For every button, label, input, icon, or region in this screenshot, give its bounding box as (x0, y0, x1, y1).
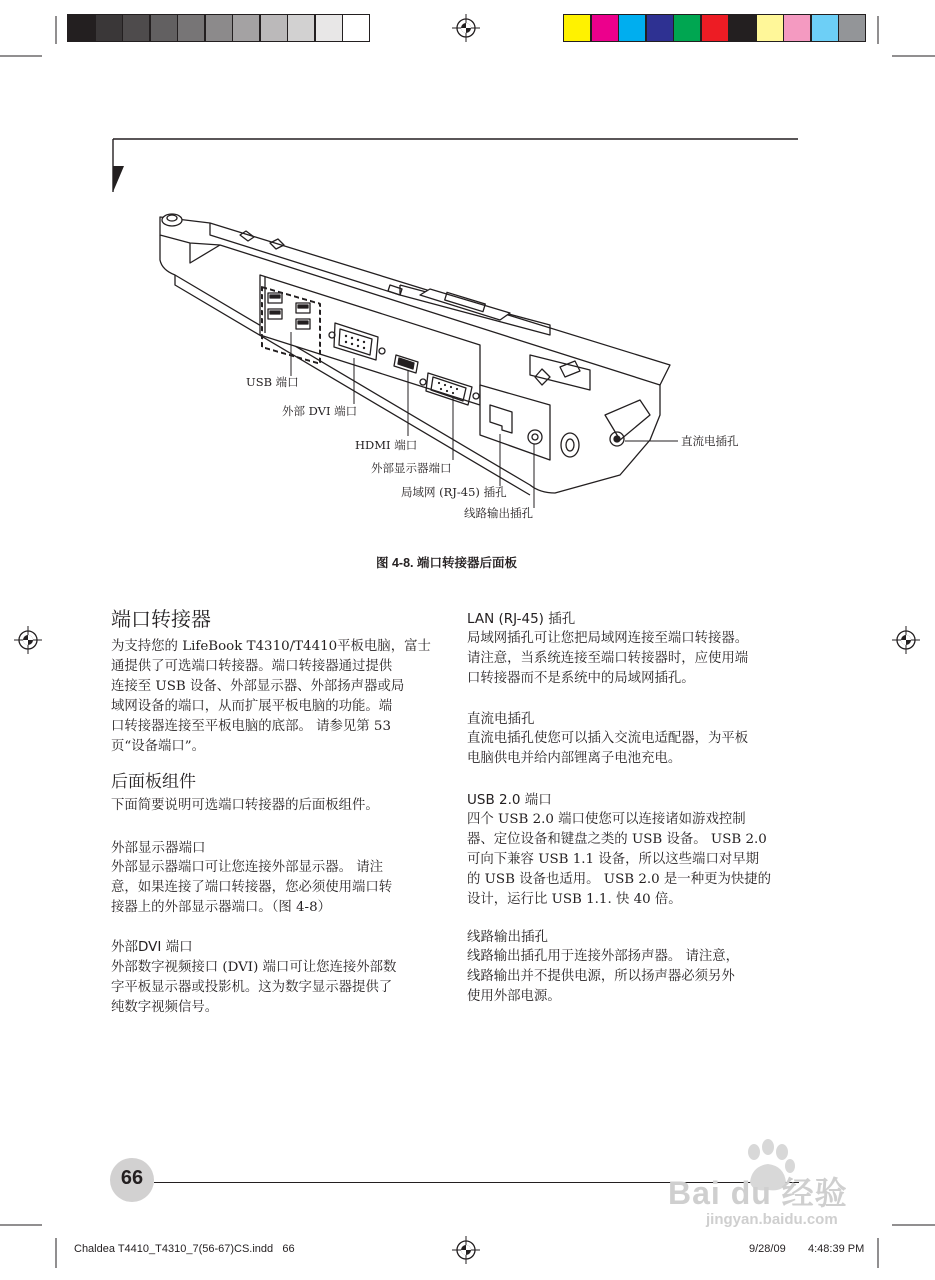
page-number: 66 (120, 1167, 144, 1189)
text-line: 口转接器而不是系统中的局域网插孔。 (467, 671, 695, 686)
callout-lan: 局域网 (RJ-45) 插孔 (401, 485, 507, 499)
text-line: 线路输出插孔用于连接外部扬声器。 请注意， (467, 949, 740, 964)
subsection-title-usb: USB 2.0 端口 (467, 792, 552, 808)
section-title-port-replicator: 端口转接器 (111, 607, 211, 631)
text-line: 口转接器连接至平板电脑的底部。 请参见第 53 (111, 719, 391, 734)
callout-hdmi: HDMI 端口 (355, 438, 418, 452)
text-line: 使用外部电源。 (467, 989, 561, 1004)
lan-text (467, 629, 802, 689)
text-line: 为支持您的 LifeBook T4310/T4410平板电脑，富士 (111, 639, 431, 654)
text-line: 通提供了可选端口转接器。端口转接器通过提供 (111, 659, 393, 674)
rear-panel-text: 下面简要说明可选端口转接器的后面板组件。 (111, 798, 379, 813)
text-line: 字平板显示器或投影机。这为数字显示器提供了 (111, 980, 393, 995)
section-title-rear-panel: 后面板组件 (111, 772, 196, 792)
callout-leaders (0, 0, 935, 560)
text-line: 的 USB 设备也适用。 USB 2.0 是一种更为快捷的 (467, 872, 772, 887)
text-line: 连接至 USB 设备、外部显示器、外部扬声器或局 (111, 679, 405, 694)
watermark-brand: Bai du 经验 (668, 1175, 848, 1211)
slug-file: Chaldea T4410_T4310_7(56-67)CS.indd 66 (74, 1243, 295, 1255)
usb-text (467, 810, 802, 910)
subsection-title-ext-dvi: 外部DVI 端口 (111, 939, 193, 955)
text-line: 可向下兼容 USB 1.1 设备，所以这些端口对早期 (467, 852, 760, 867)
text-line: 接器上的外部显示器端口。（图 4-8） (111, 900, 331, 915)
subsection-title-dc: 直流电插孔 (467, 711, 535, 727)
text-line: 页“设备端口”。 (111, 739, 206, 754)
text-line: 器、定位设备和键盘之类的 USB 设备。 USB 2.0 (467, 832, 767, 847)
callout-dc: 直流电插孔 (681, 434, 739, 448)
lineout-text (467, 947, 802, 1007)
ext-display-text (111, 858, 441, 918)
text-line: 请注意，当系统连接至端口转接器时，应使用端 (467, 651, 749, 666)
ext-dvi-text (111, 958, 441, 1018)
text-line: 局域网插孔可让您把局域网连接至端口转接器。 (467, 631, 749, 646)
callout-lineout: 线路输出插孔 (464, 506, 533, 520)
text-line: 外部数字视频接口 (DVI) 端口可让您连接外部数 (111, 960, 397, 975)
registration-mark-bottom (452, 1236, 480, 1264)
text-line: 设计，运行比 USB 1.1. 快 40 倍。 (467, 892, 682, 907)
slug-date: 9/28/09 (749, 1243, 786, 1255)
subsection-title-lineout: 线路输出插孔 (467, 929, 548, 945)
registration-mark-right (892, 626, 920, 654)
callout-vga: 外部显示器端口 (371, 461, 452, 475)
slug-time: 4:48:39 PM (808, 1243, 865, 1255)
text-line: 线路输出并不提供电源，所以扬声器必须另外 (467, 969, 735, 984)
subsection-title-ext-display: 外部显示器端口 (111, 840, 206, 856)
text-line: 纯数字视频信号。 (111, 1000, 219, 1015)
subsection-title-lan: LAN (RJ-45) 插孔 (467, 611, 576, 627)
callout-usb: USB 端口 (246, 375, 299, 389)
text-line: 域网设备的端口，从而扩展平板电脑的功能。端 (111, 699, 393, 714)
text-line: 意，如果连接了端口转接器，您必须使用端口转 (111, 880, 393, 895)
watermark-url: jingyan.baidu.com (706, 1211, 838, 1228)
callout-dvi: 外部 DVI 端口 (282, 404, 358, 418)
registration-mark-left (14, 626, 42, 654)
text-line: 电脑供电并给内部锂离子电池充电。 (467, 751, 682, 766)
dc-text (467, 729, 802, 769)
text-line: 外部显示器端口可让您连接外部显示器。 请注 (111, 860, 384, 875)
text-line: 四个 USB 2.0 端口使您可以连接诸如游戏控制 (467, 812, 746, 827)
text-line: 直流电插孔使您可以插入交流电适配器，为平板 (467, 731, 749, 746)
figure-caption: 图 4-8. 端口转接器后面板 (376, 556, 517, 570)
intro-paragraph (111, 637, 441, 757)
